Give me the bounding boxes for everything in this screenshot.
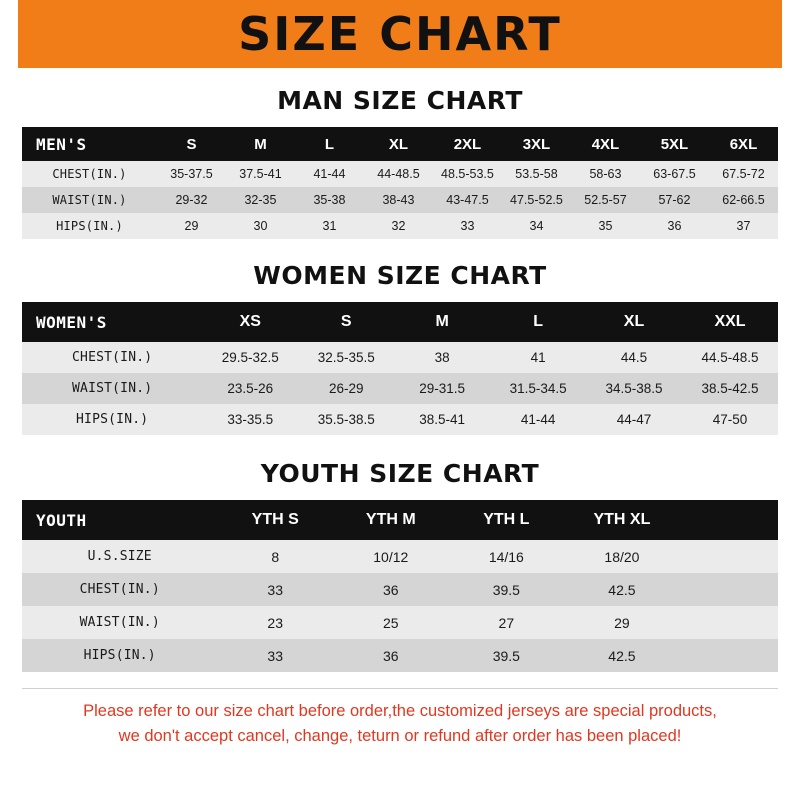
women-waist-xs: 23.5-26 — [202, 373, 298, 404]
youth-row-ussize-label: U.S.SIZE — [22, 540, 217, 573]
women-hips-m: 38.5-41 — [394, 404, 490, 435]
youth-chest-s: 33 — [217, 573, 333, 606]
man-chest-4xl: 58-63 — [571, 161, 640, 187]
youth-hips-m: 36 — [333, 639, 449, 672]
man-waist-l: 35-38 — [295, 187, 364, 213]
women-size-table — [22, 302, 778, 435]
man-chest-xl: 44-48.5 — [364, 161, 433, 187]
table-row — [22, 573, 778, 606]
page-title: SIZE CHART — [238, 7, 562, 61]
man-chest-2xl: 48.5-53.5 — [433, 161, 502, 187]
man-header-label: MEN'S — [22, 127, 157, 161]
man-waist-6xl: 62-66.5 — [709, 187, 778, 213]
table-row — [22, 342, 778, 373]
content-area — [0, 86, 800, 755]
women-row-chest-label: CHEST(IN.) — [22, 342, 202, 373]
man-table-head — [22, 127, 778, 161]
women-chest-xxl: 44.5-48.5 — [682, 342, 778, 373]
women-hips-xl: 44-47 — [586, 404, 682, 435]
youth-ussize-s: 8 — [217, 540, 333, 573]
women-chest-l: 41 — [490, 342, 586, 373]
table-header-row — [22, 127, 778, 161]
women-row-hips-label: HIPS(IN.) — [22, 404, 202, 435]
table-row — [22, 639, 778, 672]
women-header-xl: XL — [586, 302, 682, 342]
man-header-xl: XL — [364, 127, 433, 161]
table-header-row — [22, 302, 778, 342]
youth-waist-s: 23 — [217, 606, 333, 639]
man-hips-6xl: 37 — [709, 213, 778, 239]
youth-hips-spacer — [680, 639, 778, 672]
women-waist-l: 31.5-34.5 — [490, 373, 586, 404]
man-header-m: M — [226, 127, 295, 161]
women-header-xxl: XXL — [682, 302, 778, 342]
man-waist-xl: 38-43 — [364, 187, 433, 213]
youth-chest-spacer — [680, 573, 778, 606]
man-waist-5xl: 57-62 — [640, 187, 709, 213]
man-chest-l: 41-44 — [295, 161, 364, 187]
man-section-title: MAN SIZE CHART — [277, 86, 523, 115]
women-table-head — [22, 302, 778, 342]
women-waist-m: 29-31.5 — [394, 373, 490, 404]
man-hips-xl: 32 — [364, 213, 433, 239]
man-row-chest-label: CHEST(IN.) — [22, 161, 157, 187]
man-header-2xl: 2XL — [433, 127, 502, 161]
footer-note-line2: we don't accept cancel, change, teturn or refund after order has been placed! — [118, 726, 682, 745]
youth-table-body — [22, 540, 778, 672]
youth-ussize-l: 14/16 — [449, 540, 565, 573]
man-chest-s: 35-37.5 — [157, 161, 226, 187]
man-header-3xl: 3XL — [502, 127, 571, 161]
women-table-body — [22, 342, 778, 435]
table-row — [22, 373, 778, 404]
header-band — [0, 0, 800, 68]
man-waist-s: 29-32 — [157, 187, 226, 213]
youth-row-hips-label: HIPS(IN.) — [22, 639, 217, 672]
youth-header-label: YOUTH — [22, 500, 217, 540]
table-header-row — [22, 500, 778, 540]
man-hips-m: 30 — [226, 213, 295, 239]
women-section-title: WOMEN SIZE CHART — [253, 261, 547, 290]
man-hips-s: 29 — [157, 213, 226, 239]
youth-waist-xl: 29 — [564, 606, 680, 639]
man-header-s: S — [157, 127, 226, 161]
table-row — [22, 161, 778, 187]
man-header-4xl: 4XL — [571, 127, 640, 161]
women-header-l: L — [490, 302, 586, 342]
youth-ussize-xl: 18/20 — [564, 540, 680, 573]
women-waist-xxl: 38.5-42.5 — [682, 373, 778, 404]
youth-ussize-m: 10/12 — [333, 540, 449, 573]
women-waist-s: 26-29 — [298, 373, 394, 404]
table-row — [22, 404, 778, 435]
man-hips-2xl: 33 — [433, 213, 502, 239]
youth-section-title: YOUTH SIZE CHART — [260, 459, 540, 488]
youth-chest-m: 36 — [333, 573, 449, 606]
women-hips-s: 35.5-38.5 — [298, 404, 394, 435]
youth-waist-m: 25 — [333, 606, 449, 639]
youth-size-table — [22, 500, 778, 672]
man-hips-3xl: 34 — [502, 213, 571, 239]
man-chest-3xl: 53.5-58 — [502, 161, 571, 187]
women-row-waist-label: WAIST(IN.) — [22, 373, 202, 404]
man-chest-6xl: 67.5-72 — [709, 161, 778, 187]
table-row — [22, 540, 778, 573]
women-header-s: S — [298, 302, 394, 342]
women-hips-xxl: 47-50 — [682, 404, 778, 435]
header-band-right-margin — [782, 0, 800, 68]
man-waist-3xl: 47.5-52.5 — [502, 187, 571, 213]
man-header-l: L — [295, 127, 364, 161]
youth-header-s: YTH S — [217, 500, 333, 540]
man-header-6xl: 6XL — [709, 127, 778, 161]
man-hips-5xl: 36 — [640, 213, 709, 239]
footer-note — [22, 699, 778, 755]
youth-header-xl: YTH XL — [564, 500, 680, 540]
youth-row-waist-label: WAIST(IN.) — [22, 606, 217, 639]
women-chest-m: 38 — [394, 342, 490, 373]
youth-chest-l: 39.5 — [449, 573, 565, 606]
man-row-hips-label: HIPS(IN.) — [22, 213, 157, 239]
women-header-xs: XS — [202, 302, 298, 342]
footer-note-line1: Please refer to our size chart before order,the customized jerseys are special products, — [83, 702, 717, 720]
women-header-label: WOMEN'S — [22, 302, 202, 342]
youth-header-l: YTH L — [449, 500, 565, 540]
women-waist-xl: 34.5-38.5 — [586, 373, 682, 404]
youth-header-m: YTH M — [333, 500, 449, 540]
youth-waist-l: 27 — [449, 606, 565, 639]
table-row — [22, 187, 778, 213]
women-hips-xs: 33-35.5 — [202, 404, 298, 435]
man-row-waist-label: WAIST(IN.) — [22, 187, 157, 213]
man-waist-2xl: 43-47.5 — [433, 187, 502, 213]
man-header-5xl: 5XL — [640, 127, 709, 161]
youth-table-head — [22, 500, 778, 540]
man-waist-4xl: 52.5-57 — [571, 187, 640, 213]
man-hips-4xl: 35 — [571, 213, 640, 239]
man-chest-m: 37.5-41 — [226, 161, 295, 187]
footer-divider — [22, 688, 778, 689]
man-waist-m: 32-35 — [226, 187, 295, 213]
women-header-m: M — [394, 302, 490, 342]
man-hips-l: 31 — [295, 213, 364, 239]
youth-waist-spacer — [680, 606, 778, 639]
man-table-body — [22, 161, 778, 239]
women-chest-s: 32.5-35.5 — [298, 342, 394, 373]
women-chest-xs: 29.5-32.5 — [202, 342, 298, 373]
youth-chest-xl: 42.5 — [564, 573, 680, 606]
man-chest-5xl: 63-67.5 — [640, 161, 709, 187]
youth-row-chest-label: CHEST(IN.) — [22, 573, 217, 606]
youth-header-spacer — [680, 500, 778, 540]
table-row — [22, 213, 778, 239]
man-size-table — [22, 127, 778, 239]
youth-ussize-spacer — [680, 540, 778, 573]
youth-hips-l: 39.5 — [449, 639, 565, 672]
table-row — [22, 606, 778, 639]
youth-hips-s: 33 — [217, 639, 333, 672]
youth-hips-xl: 42.5 — [564, 639, 680, 672]
women-hips-l: 41-44 — [490, 404, 586, 435]
women-chest-xl: 44.5 — [586, 342, 682, 373]
header-band-left-margin — [0, 0, 18, 68]
